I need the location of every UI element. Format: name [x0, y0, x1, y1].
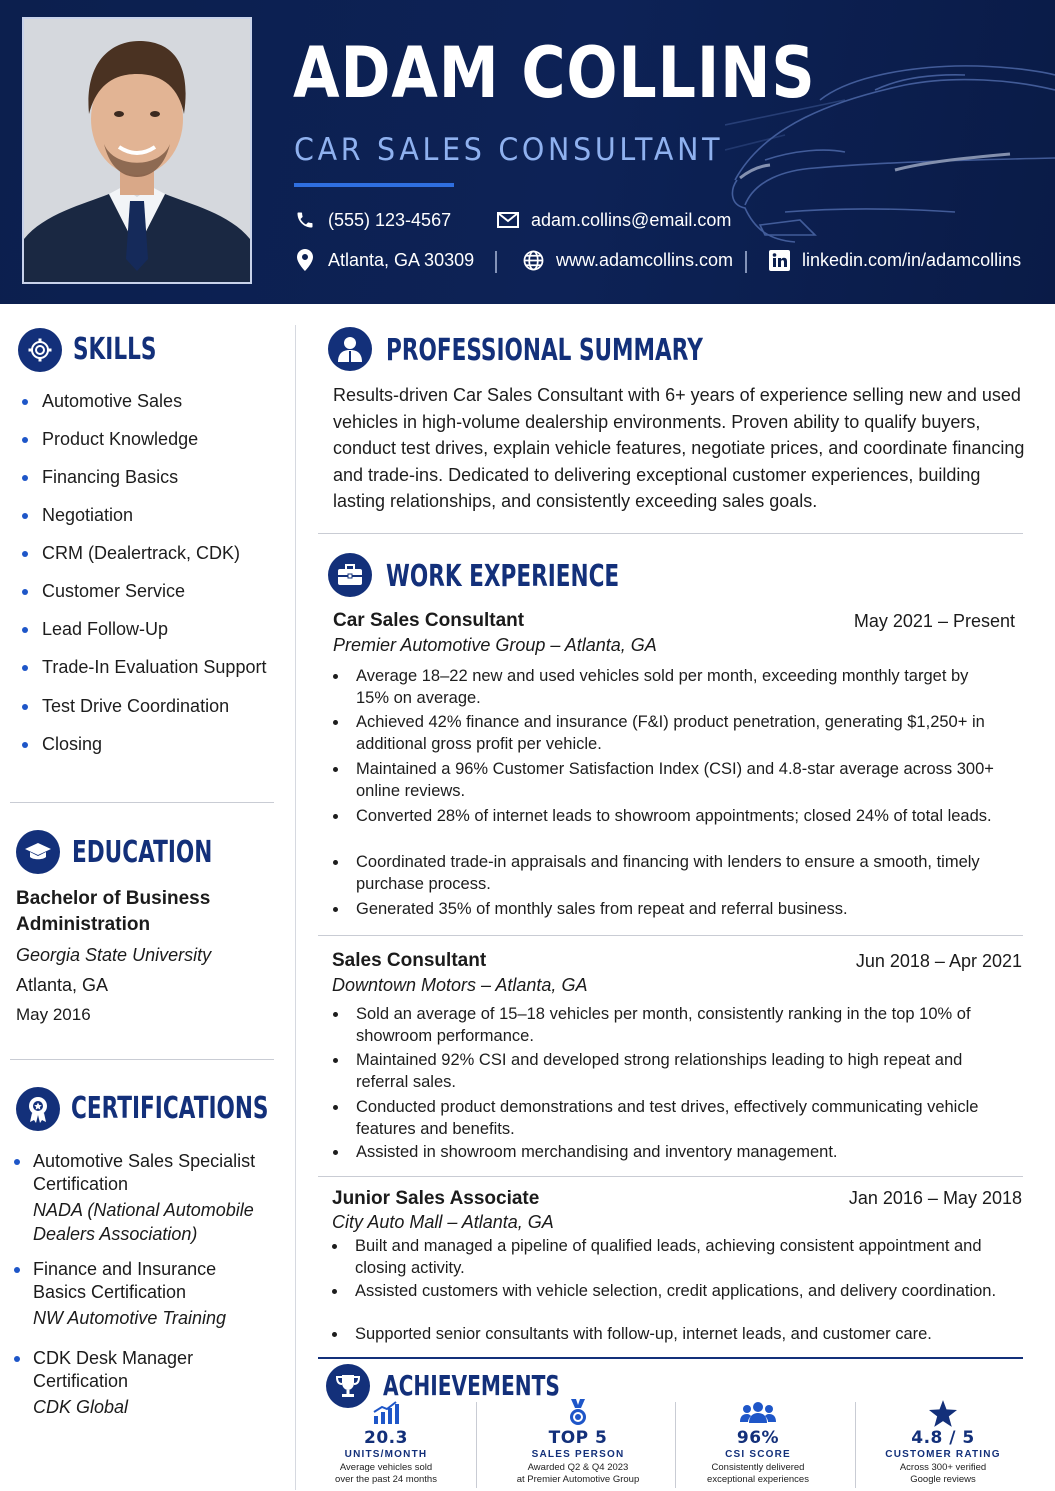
achievement-desc: Average vehicles sold over the past 24 months	[335, 1462, 437, 1485]
job-bullet: Built and managed a pipeline of qualified leads, achieving consistent appointment and closing activity.	[332, 1236, 1002, 1279]
graduation-cap-icon	[16, 830, 60, 874]
website-text[interactable]: www.adamcollins.com	[556, 249, 734, 270]
location-pin-icon	[294, 249, 316, 271]
skill-item: Closing	[22, 734, 102, 755]
briefcase-icon	[328, 553, 372, 597]
award-ribbon-icon	[16, 1087, 60, 1131]
education-school: Georgia State University	[16, 945, 212, 965]
linkedin-icon	[768, 249, 790, 271]
profile-photo	[22, 17, 252, 284]
skill-item: CRM (Dealertrack, CDK)	[22, 543, 240, 564]
contact-divider	[745, 251, 747, 273]
skill-item: Lead Follow-Up	[22, 619, 168, 640]
phone-icon	[294, 209, 316, 231]
contact-linkedin	[768, 249, 1021, 271]
skills-heading: SKILLS	[73, 332, 157, 367]
certification-item	[14, 1347, 284, 1419]
achievement-csi	[668, 1398, 848, 1486]
section-divider	[318, 1357, 1023, 1359]
job-bullet: Average 18–22 new and used vehicles sold per month, exceeding monthly target by 15% on average.	[333, 666, 1003, 709]
section-divider	[10, 802, 274, 803]
achievement-value: TOP 5	[548, 1428, 608, 1448]
star-icon	[853, 1398, 1033, 1428]
achievement-label: CUSTOMER RATING	[885, 1449, 1001, 1460]
certification-item	[14, 1258, 284, 1330]
certification-org: CDK Global	[33, 1397, 129, 1417]
bar-chart-icon	[296, 1398, 476, 1428]
skill-item: Automotive Sales	[22, 391, 182, 412]
job-bullet: Coordinated trade-in appraisals and financing with lenders to ensure a smooth, timely purchase process.	[333, 852, 1003, 895]
resume-header	[0, 0, 1055, 304]
person-icon	[328, 327, 372, 371]
skill-item: Negotiation	[22, 505, 133, 526]
job-bullet: Generated 35% of monthly sales from repeat and referral business.	[333, 899, 1003, 921]
achievement-divider	[476, 1402, 477, 1488]
job-title: Car Sales Consultant	[333, 610, 525, 631]
phone-text[interactable]: (555) 123-4567	[328, 209, 452, 230]
job-company: City Auto Mall – Atlanta, GA	[332, 1212, 554, 1232]
job-bullet: Assisted customers with vehicle selection, credit applications, and delivery coordination.	[332, 1281, 1002, 1303]
people-icon	[668, 1398, 848, 1428]
gear-icon	[18, 328, 62, 372]
education-date: May 2016	[16, 1005, 91, 1024]
candidate-name: ADAM COLLINS	[293, 32, 816, 114]
achievement-top5	[488, 1398, 668, 1486]
certification-name: Finance and Insurance Basics Certification	[33, 1259, 217, 1302]
achievement-value: 20.3	[364, 1428, 408, 1448]
achievement-desc: Consistently delivered exceptional experiences	[707, 1462, 809, 1485]
skill-item: Customer Service	[22, 581, 185, 602]
achievement-units	[296, 1398, 476, 1486]
skill-item: Test Drive Coordination	[22, 696, 229, 717]
achievement-label: UNITS/MONTH	[344, 1449, 428, 1460]
job-dates: Jan 2016 – May 2018	[848, 1188, 1022, 1208]
job-company: Premier Automotive Group – Atlanta, GA	[333, 635, 657, 655]
contact-email	[497, 209, 731, 231]
experience-heading: WORK EXPERIENCE	[386, 559, 620, 594]
achievement-value: 4.8 / 5	[911, 1428, 975, 1448]
certification-item	[14, 1150, 284, 1246]
medal-icon	[488, 1398, 668, 1428]
column-divider	[295, 325, 296, 1490]
achievement-rating	[853, 1398, 1033, 1486]
job-bullet: Assisted in showroom merchandising and inventory management.	[333, 1142, 1003, 1164]
section-divider	[10, 1059, 274, 1060]
globe-icon	[522, 249, 544, 271]
contact-divider	[495, 251, 497, 273]
certification-name: CDK Desk Manager Certification	[33, 1348, 194, 1391]
job-bullet: Maintained 92% CSI and developed strong relationships leading to high repeat and referral sales.	[333, 1050, 1003, 1093]
skill-item: Trade-In Evaluation Support	[22, 657, 266, 678]
contact-location	[294, 249, 474, 271]
location-text: Atlanta, GA 30309	[328, 249, 475, 270]
job-title: Sales Consultant	[332, 950, 487, 971]
education-degree: Bachelor of Business Administration	[16, 888, 211, 935]
email-text[interactable]: adam.collins@email.com	[531, 209, 732, 230]
job-bullet: Achieved 42% finance and insurance (F&I) product penetration, generating $1,250+ in additional gross profit per vehicle.	[333, 712, 1003, 755]
job-bullet: Sold an average of 15–18 vehicles per month, consistently ranking in the top 10% of showroom performance.	[333, 1004, 1003, 1047]
education-heading: EDUCATION	[72, 835, 213, 870]
job-company: Downtown Motors – Atlanta, GA	[332, 975, 588, 995]
achievement-desc: Across 300+ verified Google reviews	[899, 1462, 987, 1485]
skill-item: Product Knowledge	[22, 429, 198, 450]
summary-heading: PROFESSIONAL SUMMARY	[386, 333, 703, 368]
summary-text: Results-driven Car Sales Consultant with 6+ years of experience selling new and used vehicles in high-volume dealership environments. Proven ability to qualify buyers, conduct test drives, explain vehicle features, negotiate prices, and coordinate financing and trade-ins. Dedicated to delivering exceptional customer experiences, building lasting relationships, and consistently exceeding sales goals.	[333, 385, 1025, 511]
contact-website	[522, 249, 733, 271]
skill-item: Financing Basics	[22, 467, 178, 488]
achievements-heading: ACHIEVEMENTS	[383, 1369, 560, 1402]
contact-phone	[294, 209, 451, 231]
job-dates: Jun 2018 – Apr 2021	[855, 951, 1022, 971]
certification-org: NADA (National Automobile Dealers Association)	[33, 1200, 254, 1244]
envelope-icon	[497, 209, 519, 231]
section-divider	[318, 935, 1023, 936]
candidate-role: CAR SALES CONSULTANT	[294, 132, 724, 168]
certification-org: NW Automotive Training	[33, 1308, 227, 1328]
job-bullet: Converted 28% of internet leads to showroom appointments; closed 24% of total leads.	[333, 806, 1003, 828]
job-bullet: Conducted product demonstrations and test drives, effectively communicating vehicle features and benefits.	[333, 1097, 1003, 1140]
job-bullet: Maintained a 96% Customer Satisfaction Index (CSI) and 4.8-star average across 300+ online reviews.	[333, 759, 1003, 802]
job-bullet: Supported senior consultants with follow-up, internet leads, and customer care.	[332, 1324, 1002, 1346]
job-dates: May 2021 – Present	[853, 611, 1015, 631]
section-divider	[318, 1176, 1023, 1177]
certifications-heading: CERTIFICATIONS	[71, 1091, 269, 1126]
linkedin-text[interactable]: linkedin.com/in/adamcollins	[802, 249, 1022, 270]
education-location: Atlanta, GA	[16, 975, 109, 995]
section-divider	[318, 533, 1023, 534]
achievement-value: 96%	[736, 1428, 780, 1448]
achievement-desc: Awarded Q2 & Q4 2023 at Premier Automotive Group	[516, 1462, 640, 1485]
role-underline	[294, 183, 454, 187]
job-title: Junior Sales Associate	[332, 1188, 540, 1209]
achievement-label: CSI SCORE	[725, 1449, 791, 1460]
achievement-label: SALES PERSON	[531, 1449, 625, 1460]
certification-name: Automotive Sales Specialist Certification	[33, 1151, 256, 1194]
